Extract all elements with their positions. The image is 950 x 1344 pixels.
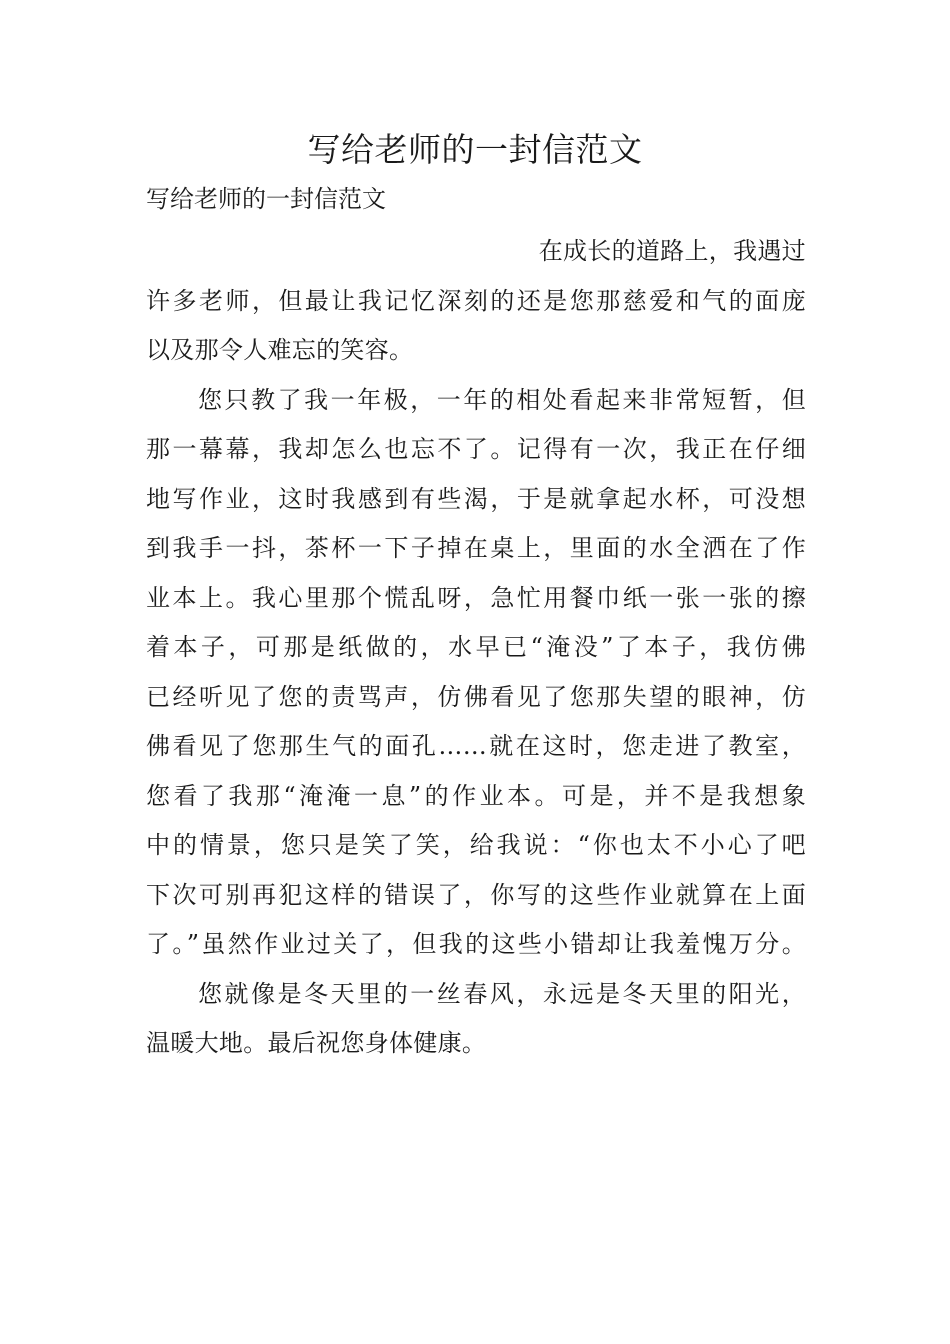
document-subtitle: 写给老师的一封信范文 <box>146 185 386 213</box>
paragraph-2-line-5: 业本上。我心里那个慌乱呀，急忙用餐巾纸一张一张的擦 <box>146 583 806 612</box>
paragraph-2-line-4: 到我手一抖，茶杯一下子掉在桌上，里面的水全洒在了作 <box>146 534 806 562</box>
paragraph-2-line-11: 下次可别再犯这样的错误了，你写的这些作业就算在上面 <box>146 880 806 909</box>
paragraph-2-line-8: 佛看见了您那生气的面孔……就在这时，您走进了教室， <box>146 732 806 760</box>
paragraph-1-line-2: 许多老师，但最让我记忆深刻的还是您那慈爱和气的面庞 <box>146 286 806 315</box>
paragraph-2-line-6: 着本子，可那是纸做的，水早已“淹没”了本子，我仿佛 <box>146 633 806 661</box>
paragraph-2-line-3: 地写作业，这时我感到有些渴，于是就拿起水杯，可没想 <box>146 484 806 513</box>
paragraph-2-line-9: 您看了我那“淹淹一息”的作业本。可是，并不是我想象 <box>146 781 806 810</box>
paragraph-1-line-1: 在成长的道路上，我遇过 <box>538 237 806 265</box>
document-title: 写给老师的一封信范文 <box>307 130 643 169</box>
paragraph-2-line-2: 那一幕幕，我却怎么也忘不了。记得有一次，我正在仔细 <box>146 435 806 463</box>
paragraph-2-line-12: 了。”虽然作业过关了，但我的这些小错却让我羞愧万分。 <box>146 930 806 958</box>
paragraph-2-line-10: 中的情景，您只是笑了笑，给我说：“你也太不小心了吧 <box>146 831 806 859</box>
paragraph-3-line-2: 温暖大地。最后祝您身体健康。 <box>146 1029 487 1057</box>
paragraph-2-line-7: 已经听见了您的责骂声，仿佛看见了您那失望的眼神，仿 <box>146 682 806 711</box>
letter-body <box>146 227 806 1069</box>
paragraph-3-line-1: 您就像是冬天里的一丝春风，永远是冬天里的阳光， <box>198 979 806 1008</box>
paragraph-2-line-1: 您只教了我一年极，一年的相处看起来非常短暂，但 <box>198 385 806 414</box>
paragraph-1-line-3: 以及那令人难忘的笑容。 <box>146 336 414 364</box>
